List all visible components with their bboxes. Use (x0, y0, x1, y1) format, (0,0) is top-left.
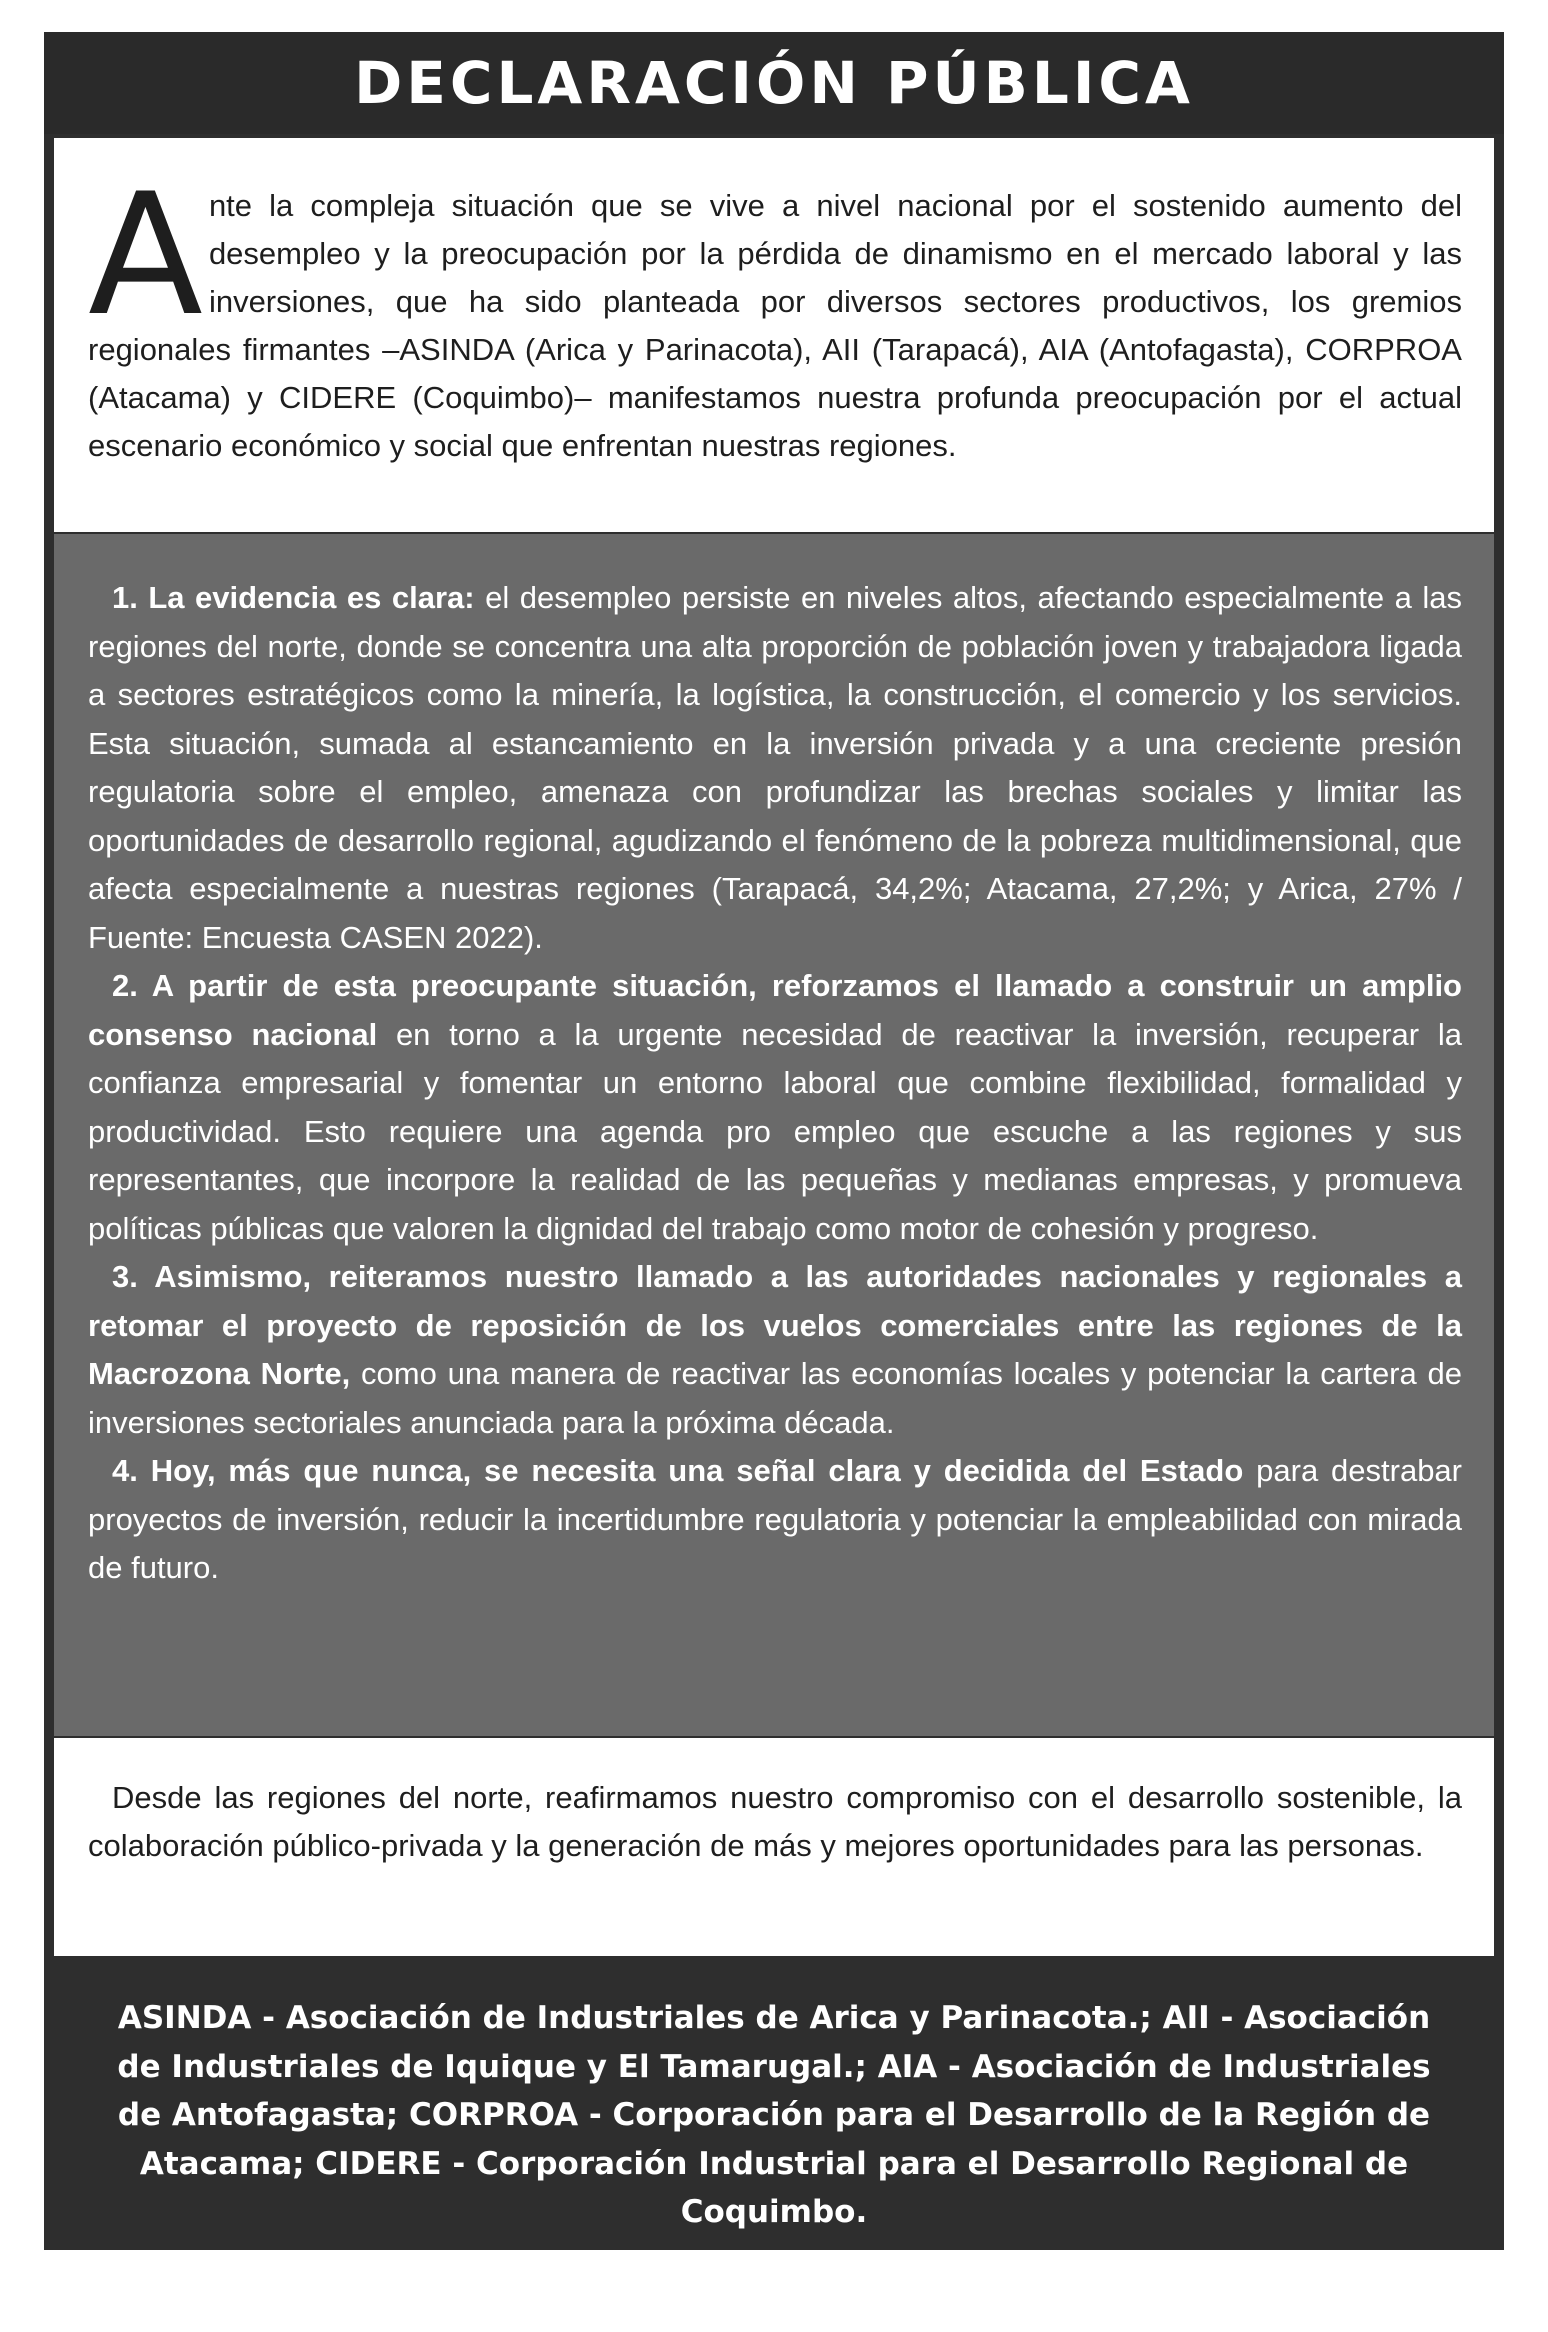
points-section (54, 534, 1494, 1736)
signatories-footer (44, 1960, 1504, 2250)
title-bar (44, 32, 1504, 134)
closing-section (54, 1738, 1494, 1956)
point-1 (88, 574, 1462, 962)
point-2 (88, 962, 1462, 1253)
drop-cap: A (88, 157, 203, 353)
point-4-text: para destrabar proyectos de inversión, reducir la incertidumbre regulatoria y potenciar la empleabilidad con mirada de futuro. (88, 1453, 1462, 1585)
signatories-text: ASINDA - Asociación de Industriales de Arica y Parinacota.; AII - Asociación de Industriales de Iquique y El Tamarugal.; AIA - Asociación de Industriales de Antofagasta; CORPROA - Corporación para el Desarrollo de la Región de Atacama; CIDERE - Corporación Industrial para el Desarrollo Regional de Coquimbo. (117, 2000, 1431, 2230)
point-4-lead: 4. Hoy, más que nunca, se necesita una señal clara y decidida del Estado (112, 1453, 1244, 1488)
point-2-lead: 2. A partir de esta preocupante situación, reforzamos el llamado a construir un amplio consenso nacional (88, 968, 1462, 1052)
point-3-lead: 3. Asimismo, reiteramos nuestro llamado a las autoridades nacionales y regionales a retomar el proyecto de reposición de los vuelos comerciales entre las regiones de la Macrozona Norte, (88, 1259, 1462, 1391)
point-1-text: el desempleo persiste en niveles altos, afectando especialmente a las regiones del norte, donde se concentra una alta proporción de población joven y trabajadora ligada a sectores estratégicos como la minería, la logística, la construcción, el comercio y los servicios. Esta situación, sumada al estancamiento en la inversión privada y a una creciente presión regulatoria sobre el empleo, amenaza con profundizar las brechas sociales y limitar las oportunidades de desarrollo regional, agudizando el fenómeno de la pobreza multidimensional, que afecta especialmente a nuestras regiones (Tarapacá, 34,2%; Atacama, 27,2%; y Arica, 27% / Fuente: Encuesta CASEN 2022). (88, 580, 1462, 955)
closing-paragraph: Desde las regiones del norte, reafirmamos nuestro compromiso con el desarrollo sostenible, la colaboración público-privada y la generación de más y mejores oportunidades para las personas. (88, 1780, 1462, 1863)
intro-section (54, 138, 1494, 532)
intro-text: nte la compleja situación que se vive a nivel nacional por el sostenido aumento del desempleo y la preocupación por la pérdida de dinamismo en el mercado laboral y las inversiones, que ha sido planteada por diversos sectores productivos, los gremios regionales firmantes –ASINDA (Arica y Parinacota), AII (Tarapacá), AIA (Antofagasta), CORPROA (Atacama) y CIDERE (Coquimbo)– manifestamos nuestra profunda preocupación por el actual escenario económico y social que enfrentan nuestras regiones. (88, 188, 1462, 463)
page-title: DECLARACIÓN PÚBLICA (354, 49, 1194, 117)
intro-paragraph (88, 157, 1462, 470)
point-2-text: en torno a la urgente necesidad de reactivar la inversión, recuperar la confianza empresarial y fomentar un entorno laboral que combine flexibilidad, formalidad y productividad. Esto requiere una agenda pro empleo que escuche a las regiones y sus representantes, que incorpore la realidad de las pequeñas y medianas empresas, y promueva políticas públicas que valoren la dignidad del trabajo como motor de cohesión y progreso. (88, 1016, 1462, 1246)
point-4 (88, 1447, 1462, 1593)
point-1-lead: 1. La evidencia es clara: (112, 580, 475, 615)
point-3-text: como una manera de reactivar las economías locales y potenciar la cartera de inversiones sectoriales anunciada para la próxima década. (88, 1356, 1462, 1440)
public-declaration-page (44, 32, 1504, 2250)
point-3 (88, 1253, 1462, 1447)
